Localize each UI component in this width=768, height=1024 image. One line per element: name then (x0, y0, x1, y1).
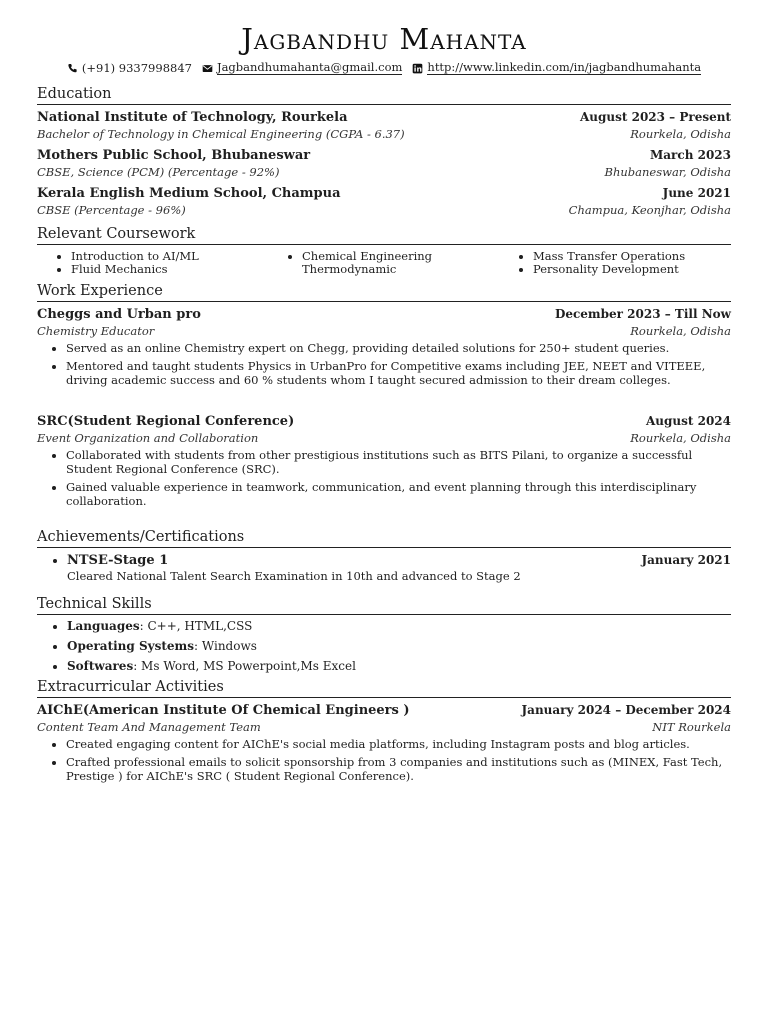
entry-date: March 2023 (650, 148, 731, 162)
entry-location: Bhubaneswar, Odisha (604, 165, 731, 179)
education-heading: Education (37, 85, 731, 105)
phone-number: (+91) 9337998847 (81, 61, 192, 75)
education-entry (37, 185, 731, 219)
achievements-heading: Achievements/Certifications (37, 528, 731, 548)
entry-location: Champua, Keonjhar, Odisha (568, 203, 731, 217)
bullet-list (37, 448, 731, 508)
entry-subtitle: CBSE (Percentage - 96%) (37, 203, 186, 217)
coursework-column (268, 250, 499, 276)
entry-subtitle: Content Team And Management Team (37, 720, 261, 734)
linkedin-icon (412, 63, 423, 74)
work-entry (37, 413, 731, 508)
email-item[interactable] (202, 61, 402, 75)
email-link[interactable]: Jagbandhumahanta@gmail.com (216, 60, 403, 74)
entry-subtitle: CBSE, Science (PCM) (Percentage - 92%) (37, 165, 280, 179)
skill-item (67, 658, 731, 674)
entry-date: January 2024 – December 2024 (521, 703, 731, 717)
course-item: • Introduction to AI/ML (71, 250, 268, 263)
candidate-name: Jagbandhu Mahanta (241, 22, 527, 56)
coursework-heading: Relevant Coursework (37, 225, 731, 245)
bullet-item: • Created engaging content for AIChE's social media platforms, including Instagram posts and blog articles. (66, 737, 731, 751)
course-item: • Mass Transfer Operations (533, 250, 730, 263)
coursework-columns (37, 250, 731, 276)
entry-subtitle: Bachelor of Technology in Chemical Engineering (CGPA - 6.37) (37, 127, 405, 141)
bullet-item: • Crafted professional emails to solicit sponsorship from 3 companies and institutions such as (MINEX, Fast Tech, Prestige ) for AIChE's SRC ( Student Regional Conference). (66, 755, 731, 783)
bullet-list (37, 341, 731, 387)
skill-label: Languages (67, 619, 140, 633)
bullet-item: • Collaborated with students from other prestigious institutions such as BITS Pilani, to organize a successful Student Regional Conference (SRC). (66, 448, 731, 476)
linkedin-item[interactable] (412, 61, 701, 75)
course-item: • Fluid Mechanics (71, 263, 268, 276)
skill-label: Operating Systems (67, 639, 194, 653)
entry-date: December 2023 – Till Now (554, 307, 731, 321)
skill-value: : Ms Word, MS Powerpoint,Ms Excel (133, 659, 356, 673)
coursework-column (37, 250, 268, 276)
skill-value: : C++, HTML,CSS (139, 619, 253, 633)
linkedin-link[interactable]: http://www.linkedin.com/in/jagbandhumahanta (427, 60, 702, 74)
entry-location: Rourkela, Odisha (630, 324, 731, 338)
entry-title: SRC(Student Regional Conference) (37, 414, 295, 429)
skill-item (67, 638, 731, 654)
achievement-item (67, 552, 731, 583)
entry-title: AIChE(American Institute Of Chemical Engineers ) (37, 703, 410, 718)
resume-page (37, 0, 731, 783)
entry-title: Mothers Public School, Bhubaneswar (37, 148, 311, 163)
skill-item (67, 618, 731, 634)
course-item: • Personality Development (533, 263, 730, 276)
bullet-item: • Mentored and taught students Physics in UrbanPro for Competitive exams including JEE, NEET and VITEEE, driving academic success and 60 % students whom I taught secured admission to their dream colleges. (66, 359, 731, 387)
course-item: • Chemical Engineering Thermodynamic (302, 250, 499, 276)
education-entry (37, 147, 731, 181)
education-entry (37, 109, 731, 143)
skills-heading: Technical Skills (37, 595, 731, 615)
entry-subtitle: Chemistry Educator (37, 324, 155, 338)
contact-line (37, 60, 731, 76)
achievement-title: • NTSE-Stage 1 (67, 553, 169, 568)
entry-date: June 2021 (662, 186, 731, 200)
skill-value: : Windows (194, 639, 257, 653)
extracurricular-entry (37, 702, 731, 783)
phone-icon (67, 63, 78, 74)
entry-date: August 2023 – Present (579, 110, 731, 124)
work-entry (37, 306, 731, 387)
achievement-desc: Cleared National Talent Search Examination in 10th and advanced to Stage 2 (67, 569, 521, 583)
entry-location: Rourkela, Odisha (630, 431, 731, 445)
bullet-item: • Gained valuable experience in teamwork, communication, and event planning through this interdisciplinary collaboration. (66, 480, 731, 508)
entry-title: Cheggs and Urban pro (37, 307, 201, 322)
skills-list (37, 618, 731, 674)
entry-location: Rourkela, Odisha (630, 127, 731, 141)
achievement-date: January 2021 (641, 553, 731, 567)
phone-item (67, 61, 192, 75)
entry-subtitle: Event Organization and Collaboration (37, 431, 259, 445)
bullet-item: • Served as an online Chemistry expert on Chegg, providing detailed solutions for 250+ student queries. (66, 341, 731, 355)
entry-title: Kerala English Medium School, Champua (37, 186, 341, 201)
envelope-icon (202, 63, 213, 74)
entry-date: August 2024 (645, 414, 731, 428)
achievements-list (37, 552, 731, 583)
bullet-list (37, 737, 731, 783)
entry-title: National Institute of Technology, Rourkela (37, 110, 348, 125)
work-heading: Work Experience (37, 282, 731, 302)
coursework-column (499, 250, 730, 276)
skill-label: Softwares (67, 659, 134, 673)
entry-location: NIT Rourkela (652, 720, 731, 734)
extracurricular-heading: Extracurricular Activities (37, 678, 731, 698)
